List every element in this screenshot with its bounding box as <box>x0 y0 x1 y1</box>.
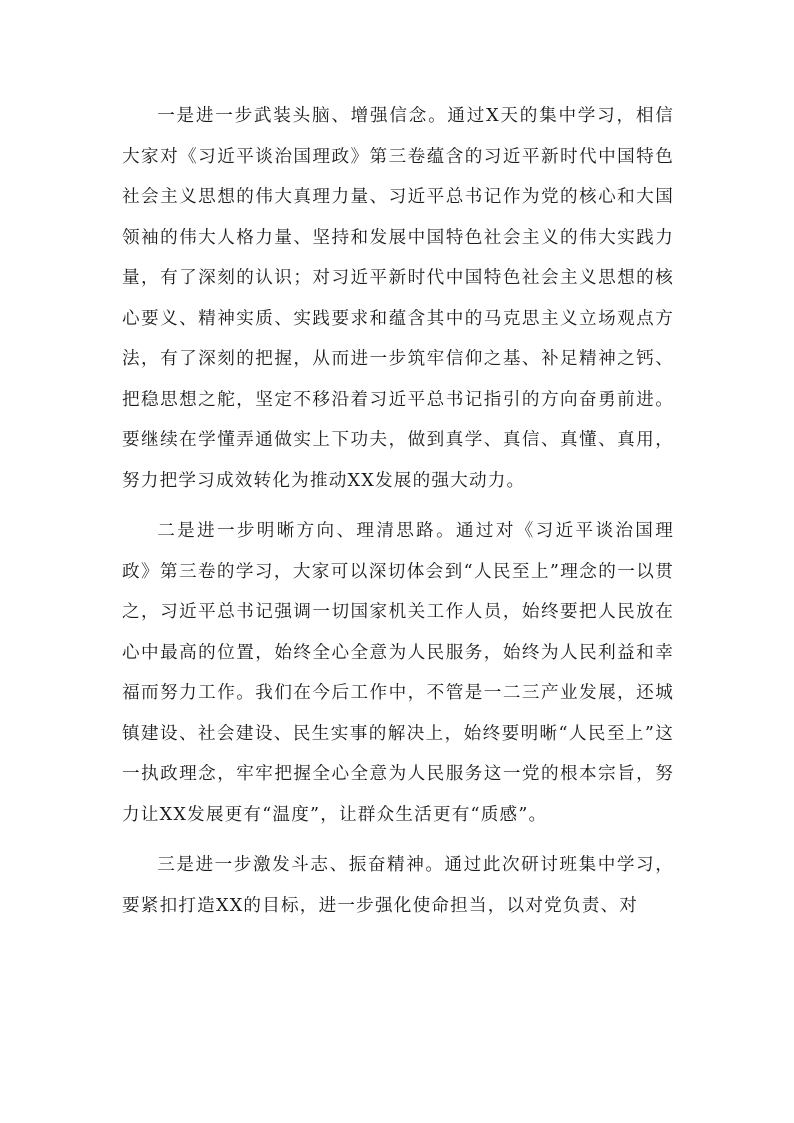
document-body <box>122 96 674 936</box>
paragraph-2: 二是进一步明晰方向、理清思路。通过对《习近平谈治国理政》第三卷的学习，大家可以深切体会到“人民至上”理念的一以贯之，习近平总书记强调一切国家机关工作人员，始终要把人民放在心中最高的位置，始终全心全意为人民服务，始终为人民利益和幸福而努力工作。我们在今后工作中，不管是一二三产业发展，还城镇建设、社会建设、民生实事的解决上，始终要明晰“人民至上”这一执政理念，牢牢把握全心全意为人民服务这一党的根本宗旨，努力让XX发展更有“温度”，让群众生活更有“质感”。 <box>122 521 674 825</box>
paragraph-1: 一是进一步武装头脑、增强信念。通过X天的集中学习，相信大家对《习近平谈治国理政》第三卷蕴含的习近平新时代中国特色社会主义思想的伟大真理力量、习近平总书记作为党的核心和大国领袖的伟大人格力量、坚持和发展中国特色社会主义的伟大实践力量，有了深刻的认识；对习近平新时代中国特色社会主义思想的核心要义、精神实质、实践要求和蕴含其中的马克思主义立场观点方法，有了深刻的把握，从而进一步筑牢信仰之基、补足精神之钙、把稳思想之舵，坚定不移沿着习近平总书记指引的方向奋勇前进。要继续在学懂弄通做实上下功夫，做到真学、真信、真懂、真用，努力把学习成效转化为推动XX发展的强大动力。 <box>122 106 674 491</box>
paragraph-3: 三是进一步激发斗志、振奋精神。通过此次研讨班集中学习，要紧扣打造XX的目标，进一步强化使命担当，以对党负责、对 <box>122 855 674 916</box>
